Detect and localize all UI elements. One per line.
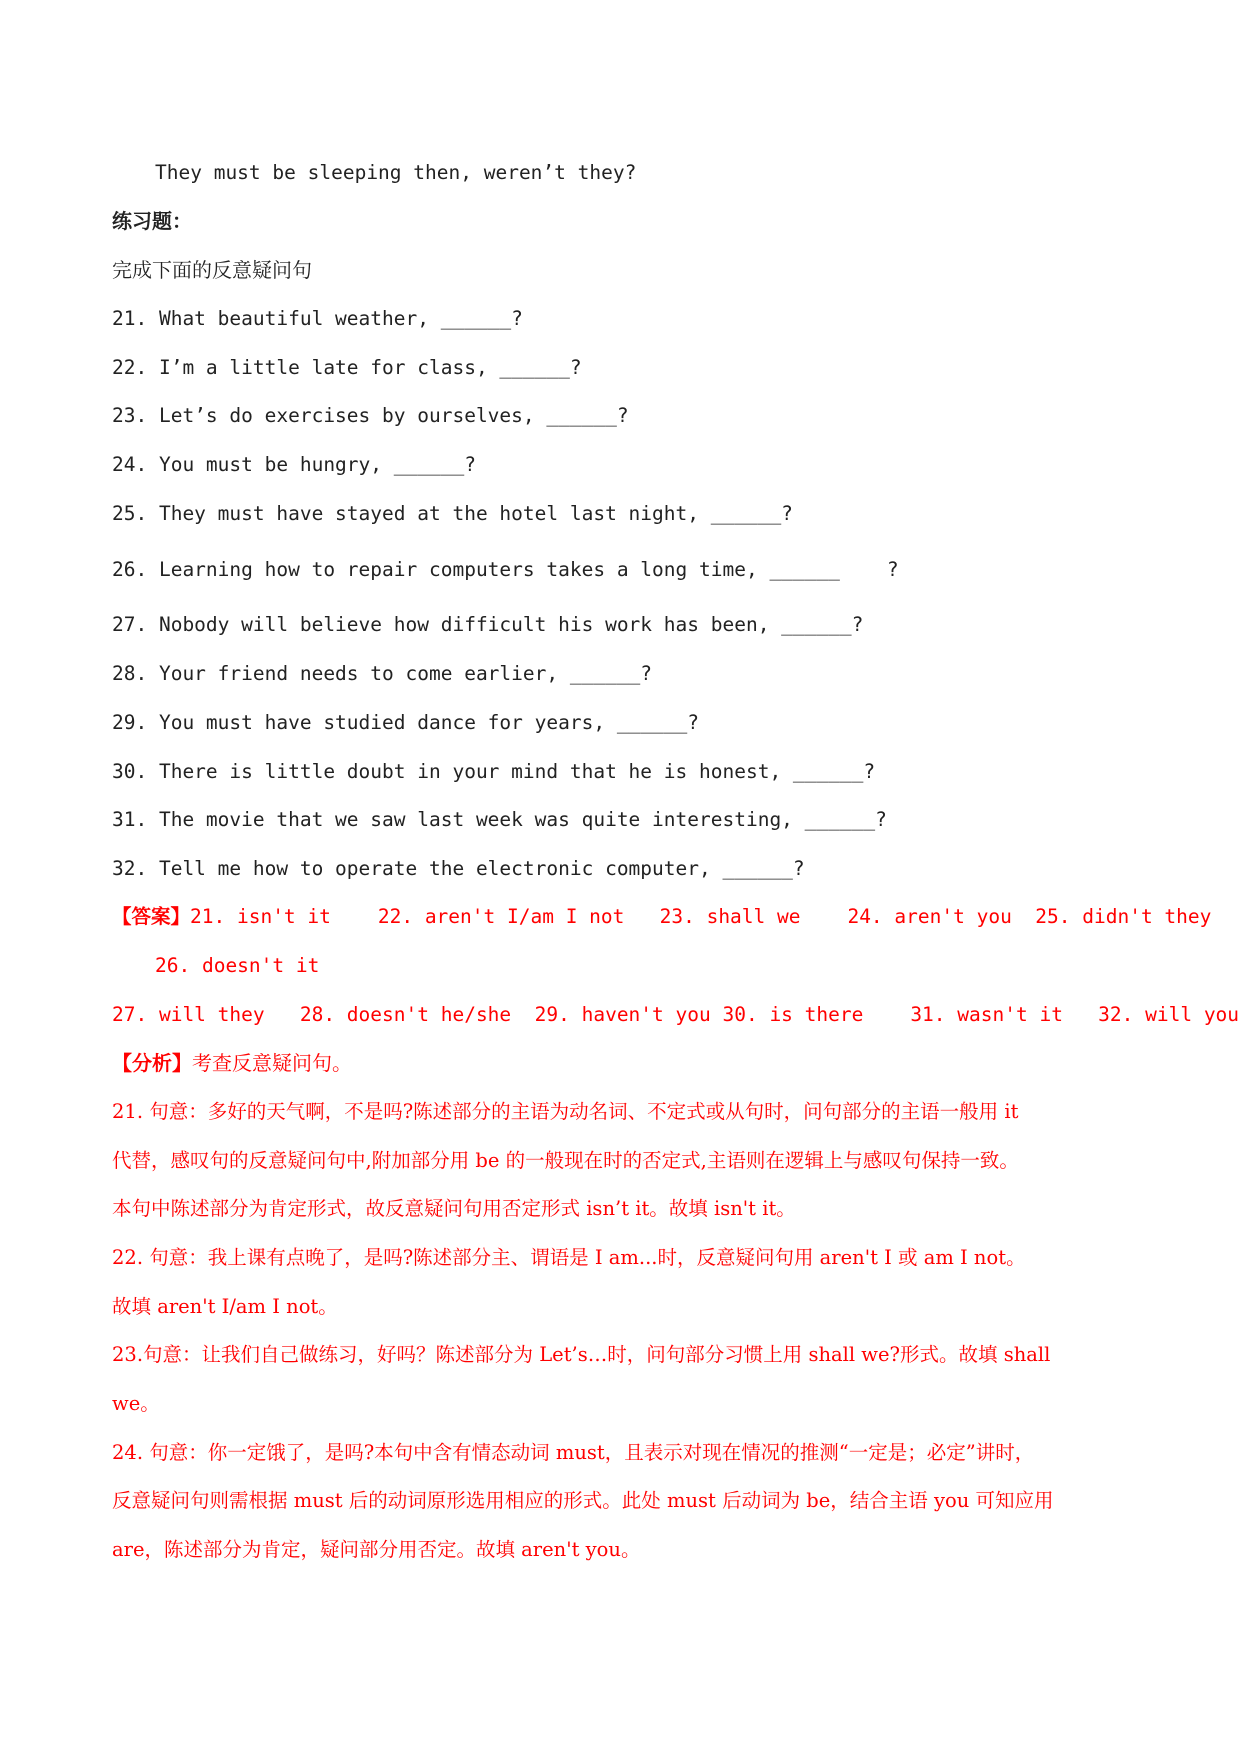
- question-27: 27. Nobody will believe how difficult his work has been, ______?: [112, 613, 864, 636]
- section-heading: 练习题：: [112, 209, 192, 233]
- question-21: 21. What beautiful weather, ______?: [112, 307, 523, 330]
- question-22: 22. I’m a little late for class, ______?: [112, 356, 582, 379]
- explanation-line: are，陈述部分为肯定，疑问部分用否定。故填 aren't you。: [112, 1538, 641, 1561]
- question-31: 31. The movie that we saw last week was quite interesting, ______?: [112, 808, 887, 831]
- explanation-line: 21. 句意：多好的天气啊，不是吗?陈述部分的主语为动名词、不定式或从句时，问句部分的主语一般用 it: [112, 1100, 1019, 1123]
- explanation-line: 故填 aren't I/am I not。: [112, 1295, 338, 1318]
- answer-label: 【答案】: [112, 905, 191, 928]
- question-30: 30. There is little doubt in your mind that he is honest, ______?: [112, 760, 876, 783]
- explanation-line: 本句中陈述部分为肯定形式，故反意疑问句用否定形式 isn’t it。故填 isn't it。: [112, 1197, 796, 1220]
- question-25: 25. They must have stayed at the hotel last night, ______?: [112, 502, 793, 525]
- explanation-line: 23.句意：让我们自己做练习，好吗？陈述部分为 Let’s…时，问句部分习惯上用 shall we?形式。故填 shall: [112, 1343, 1051, 1366]
- answer-text-1: 21. isn't it 22. aren't I/am I not 23. shall we 24. aren't you 25. didn't they: [190, 905, 1212, 928]
- analysis-label: 【分析】: [112, 1051, 192, 1075]
- analysis-text: 考查反意疑问句。: [192, 1051, 352, 1075]
- question-32: 32. Tell me how to operate the electronic computer, ______?: [112, 857, 805, 880]
- explanation-line: we。: [112, 1392, 160, 1415]
- intro-sentence: They must be sleeping then, weren’t they?: [155, 161, 637, 184]
- answer-line-3: 27. will they 28. doesn't he/she 29. haven't you 30. is there 31. wasn't it 32. will you: [112, 1003, 1240, 1026]
- question-28: 28. Your friend needs to come earlier, ______?: [112, 662, 653, 685]
- answer-line-1: [112, 904, 1211, 930]
- question-26: 26. Learning how to repair computers takes a long time, ______ ?: [112, 558, 899, 581]
- explanation-line: 代替，感叹句的反意疑问句中,附加部分用 be 的一般现在时的否定式,主语则在逻辑上与感叹句保持一致。: [112, 1149, 1019, 1172]
- answer-line-2: 26. doesn't it: [155, 954, 320, 977]
- explanation-line: 24. 句意：你一定饿了，是吗?本句中含有情态动词 must，且表示对现在情况的推测“一定是；必定”讲时，: [112, 1441, 1035, 1464]
- question-29: 29. You must have studied dance for years, ______?: [112, 711, 699, 734]
- instruction-text: 完成下面的反意疑问句: [112, 258, 312, 282]
- analysis-line: [112, 1050, 352, 1076]
- question-24: 24. You must be hungry, ______?: [112, 453, 476, 476]
- question-23: 23. Let’s do exercises by ourselves, ______?: [112, 404, 629, 427]
- explanation-line: 反意疑问句则需根据 must 后的动词原形选用相应的形式。此处 must 后动词为 be，结合主语 you 可知应用: [112, 1489, 1054, 1512]
- explanation-line: 22. 句意：我上课有点晚了，是吗?陈述部分主、谓语是 I am...时，反意疑问句用 aren't I 或 am I not。: [112, 1246, 1026, 1269]
